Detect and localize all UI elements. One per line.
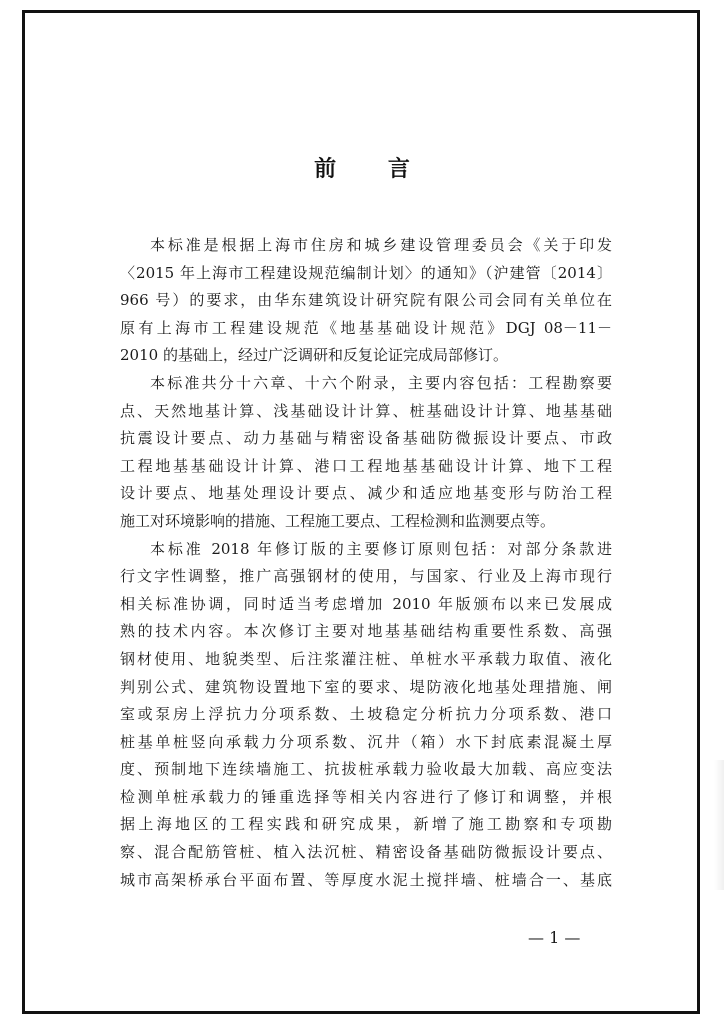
text-line: 相关标准协调，同时适当考虑增加 2010 年版颁布以来已发展成 [120,594,612,613]
page-number: — 1 — [528,928,581,947]
text-line: 本标准是根据上海市住房和城乡建设管理委员会《关于印发 [150,236,612,254]
text-line: 桩基单桩竖向承载力分项系数、沉井（箱）水下封底素混凝土厚 [120,732,612,751]
text-line: 熟的技术内容。本次修订主要对地基基础结构重要性系数、高强 [120,622,612,641]
text-line: 本标准 2018 年修订版的主要修订原则包括：对部分条款进 [150,539,612,558]
text-line: 检测单桩承载力的锤重选择等相关内容进行了修订和调整，并根 [120,787,612,806]
text-line: 本标准共分十六章、十六个附录，主要内容包括：工程勘察要 [150,373,612,392]
text-line: 钢材使用、地貌类型、后注浆灌注桩、单桩水平承载力取值、液化 [120,649,612,668]
text-line: 966 号）的要求，由华东建筑设计研究院有限公司会同有关单位在 [120,291,612,310]
text-line: 察、混合配筋管桩、植入法沉桩、精密设备基础防微振设计要点、 [120,843,612,862]
text-line: 据上海地区的工程实践和研究成果，新增了施工勘察和专项勘 [120,815,612,834]
page-title: 前 言 [314,156,432,182]
body-text [120,232,612,894]
text-line: 施工对环境影响的措施、工程施工要点、工程检测和监测要点等。 [120,511,556,530]
text-line: 工程地基基础设计计算、港口工程地基基础设计计算、地下工程 [120,456,612,475]
text-line: 原有上海市工程建设规范《地基基础设计规范》DGJ 08－11－ [120,318,612,337]
text-line: 设计要点、地基处理设计要点、减少和适应地基变形与防治工程 [120,484,612,503]
text-line: 抗震设计要点、动力基础与精密设备基础防微振设计要点、市政 [120,429,612,448]
text-line: 判别公式、建筑物设置地下室的要求、堤防液化地基处理措施、闸 [120,677,612,696]
text-line: 点、天然地基计算、浅基础设计计算、桩基础设计计算、地基基础 [120,401,612,420]
text-line: 度、预制地下连续墙施工、抗拔桩承载力验收最大加载、高应变法 [120,760,612,779]
text-line: 行文字性调整，推广高强钢材的使用，与国家、行业及上海市现行 [120,567,612,586]
text-line: 2010 的基础上，经过广泛调研和反复论证完成局部修订。 [120,346,508,365]
scan-shadow [714,760,724,890]
text-line: 〈2015 年上海市工程建设规范编制计划〉的通知》（沪建管〔2014〕 [120,263,612,282]
text-line: 城市高架桥承台平面布置、等厚度水泥土搅拌墙、桩墙合一、基底 [120,870,612,889]
text-line: 室或泵房上浮抗力分项系数、土坡稳定分析抗力分项系数、港口 [120,705,612,724]
